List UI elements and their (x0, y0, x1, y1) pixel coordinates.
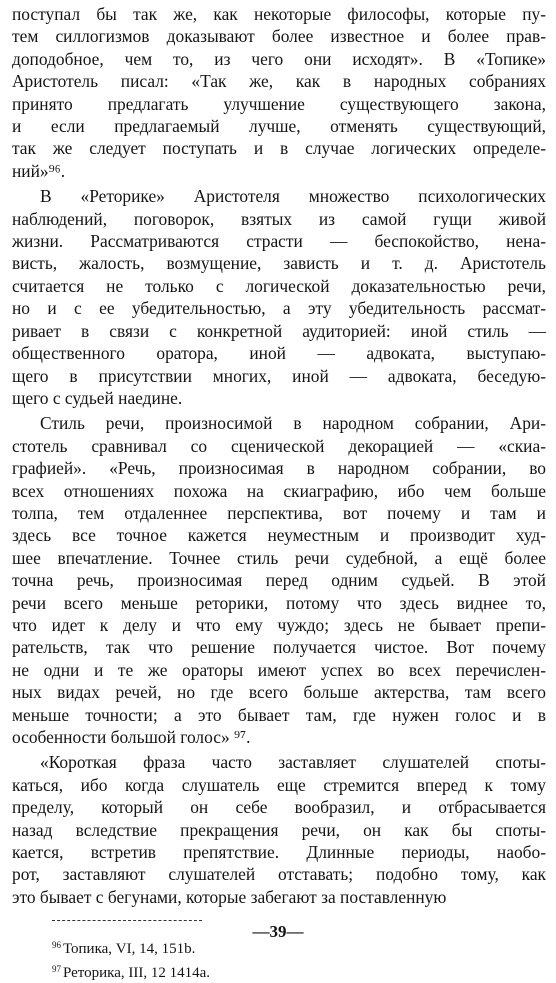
text-line: щего с судьей наедине. (12, 387, 183, 408)
paragraph (12, 751, 546, 908)
text-line: что идет к делу и что ему чуждо; здесь не бывает препи- (12, 614, 546, 635)
text-line: принято предлагать улучшение существующего закона, (12, 93, 546, 114)
text-line: поступал бы так же, как некоторые философы, которые пу- (12, 4, 546, 24)
text-line: не одни и те же ораторы имеют успех во всех перечислен- (12, 659, 546, 680)
text-line: графией». «Речь, произносимая в народном собрании, во (12, 458, 546, 479)
text-line: каться, ибо когда слушатель еще стремится вперед к тому (12, 774, 546, 795)
text-line: так же следует поступать и в случае логических определе- (12, 138, 546, 159)
page-number: —39— (252, 922, 304, 941)
text-line: тем силлогизмов доказывают более известное и более прав- (12, 26, 546, 47)
text-line: это бывает с бегунами, которые забегают за поставленную (12, 886, 447, 907)
paragraph (12, 185, 546, 409)
text-line: стотель сравнивал со сценической декорацией — «скиа- (12, 435, 546, 456)
text-line: здесь все точное кажется неуместным и производит худ- (12, 525, 546, 546)
body-text (12, 3, 546, 908)
text-line: висть, жалость, возмущение, зависть и т. д. Аристотель (12, 253, 546, 274)
paragraph (12, 412, 546, 748)
text-line: ных видах речей, но где всего больше актерства, там всего (12, 682, 546, 703)
text-line: ний»⁹⁶. (12, 160, 66, 181)
text-line: Стиль речи, произносимой в народном собрании, Ари- (40, 413, 546, 434)
footnotes (12, 935, 546, 983)
text-line: назад вследствие прекращения речи, он как бы споты- (12, 819, 546, 840)
text-line: «Короткая фраза часто заставляет слушателей споты- (40, 752, 546, 773)
text-line: меньше точности; а это бывает там, где нужен голос и в (12, 704, 546, 725)
text-line: но и с ее убедительностью, а эту убедительность рассмат- (12, 298, 546, 319)
text-line: наблюдений, поговорок, взятых из самой гущи живой (12, 208, 546, 229)
footnote-text: Топика, VI, 14, 151b. (63, 941, 196, 958)
text-line: речи всего меньше реторики, потому что здесь виднее то, (12, 592, 546, 613)
footnote-text: Реторика, III, 12 1414a. (63, 965, 211, 982)
footnote-number: 96 (52, 940, 61, 951)
text-line: особенности большой голос» ⁹⁷. (12, 727, 251, 747)
text-line: рательств, так что решение получается чистое. Вот почему (12, 637, 546, 658)
text-line: всех отношениях похожа на скиаграфию, ибо чем больше (12, 480, 546, 501)
text-line: считается не только с логической доказательностью речи, (12, 275, 546, 296)
text-line: шее впечатление. Точнее стиль речи судебной, а ещё более (12, 547, 546, 568)
text-line: ривает в связи с конкретной аудиторией: иной стиль — (12, 320, 546, 341)
text-line: рот, заставляют слушателей отставать; подобно тому, как (12, 864, 546, 885)
text-line: кается, встретив препятствие. Длинные периоды, наобо- (12, 842, 546, 863)
text-line: Аристотель писал: «Так же, как в народных собраниях (12, 71, 546, 92)
footnote-number: 97 (52, 964, 61, 975)
text-line: жизни. Рассматриваются страсти — беспокойство, нена- (12, 231, 546, 252)
text-line: толпа, тем отдаленнее перспектива, вот почему и там и (12, 502, 546, 523)
text-line: доподобное, чем то, из чего они исходят». В «Топике» (12, 48, 546, 69)
text-line: щего в присутствии многих, иной — адвоката, беседую- (12, 365, 546, 386)
text-line: общественного оратора, иной — адвоката, выступаю- (12, 343, 546, 364)
text-line: В «Реторике» Аристотеля множество психологических (40, 186, 546, 207)
text-line: точна речь, произносимая перед одним судьей. В этой (12, 570, 546, 591)
paragraph (12, 3, 546, 182)
text-line: пределу, который он себе вообразил, и отбрасывается (12, 797, 546, 818)
footnote (52, 959, 546, 983)
text-line: и если предлагаемый лучше, отменять существующий, (12, 116, 546, 137)
